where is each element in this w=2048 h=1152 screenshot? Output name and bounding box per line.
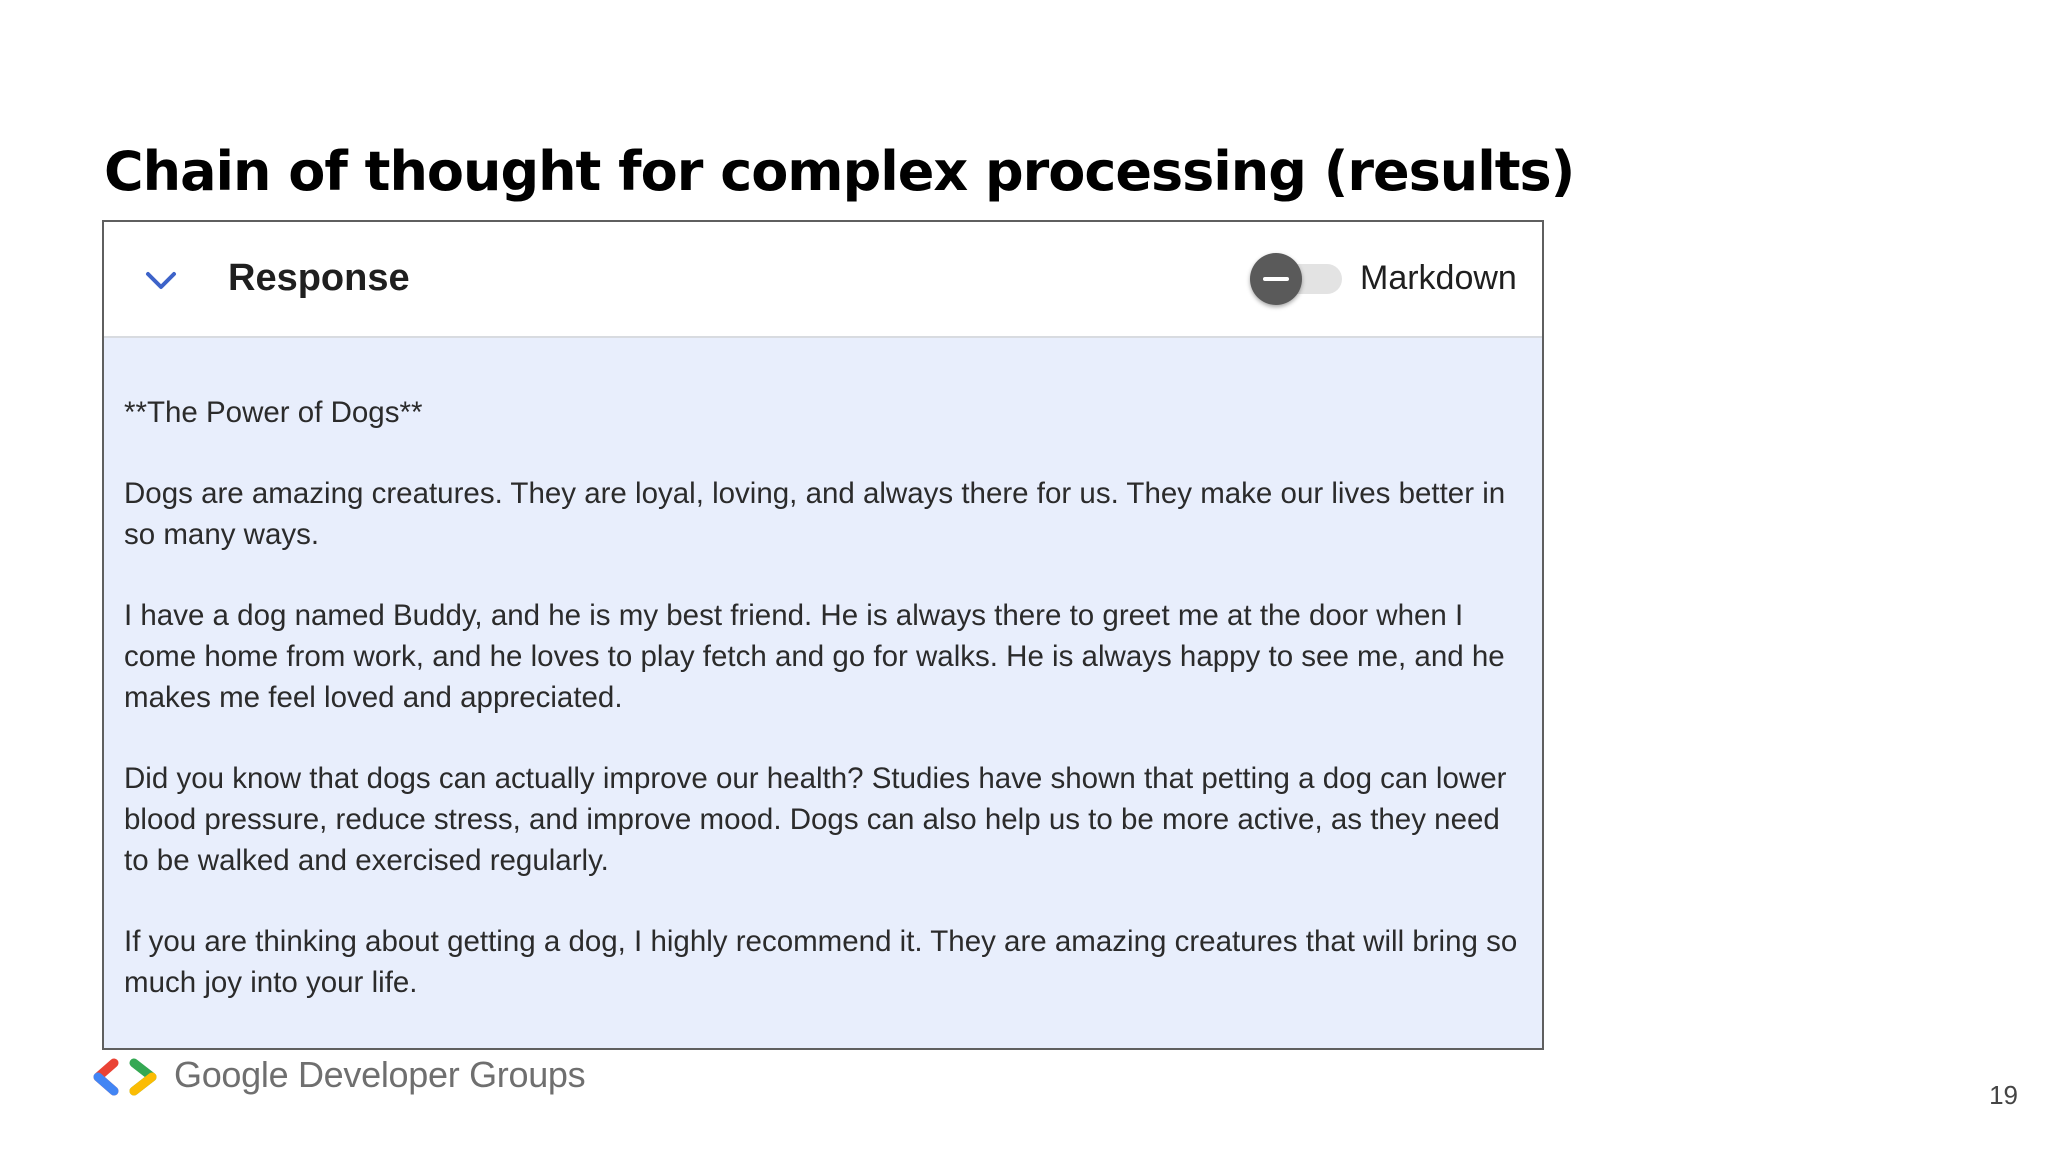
markdown-toggle[interactable] xyxy=(1250,252,1350,304)
response-paragraph: I have a dog named Buddy, and he is my best friend. He is always there to greet me at the door when I come home from work, and he loves to play fetch and go for walks. He is always happy to see me, and he makes me feel loved and appreciated. xyxy=(124,599,1505,714)
footer-brand: Google Developer Groups xyxy=(174,1054,586,1095)
response-paragraph: If you are thinking about getting a dog, I highly recommend it. They are amazing creatures that will bring so much joy into your life. xyxy=(124,925,1518,999)
google-developer-groups-logo xyxy=(90,1058,162,1096)
response-paragraph: **The Power of Dogs** xyxy=(124,396,423,429)
response-panel xyxy=(102,220,1544,1050)
page-number: 19 xyxy=(1989,1080,2018,1110)
response-header-label: Response xyxy=(228,257,410,299)
response-paragraph: Did you know that dogs can actually improve our health? Studies have shown that petting a dog can lower blood pressure, reduce stress, and improve mood. Dogs can also help us to be more active, as they need to be walked and exercised regularly. xyxy=(124,762,1507,877)
chevron-down-icon[interactable] xyxy=(142,262,180,300)
response-paragraph: Dogs are amazing creatures. They are loyal, loving, and always there for us. They make our lives better in so many ways. xyxy=(124,477,1506,551)
toggle-knob-minus-icon xyxy=(1250,253,1302,305)
markdown-toggle-label: Markdown xyxy=(1360,259,1517,297)
response-text xyxy=(124,392,1524,1043)
slide-title: Chain of thought for complex processing (results) xyxy=(104,140,1575,203)
response-panel-header xyxy=(104,222,1542,338)
